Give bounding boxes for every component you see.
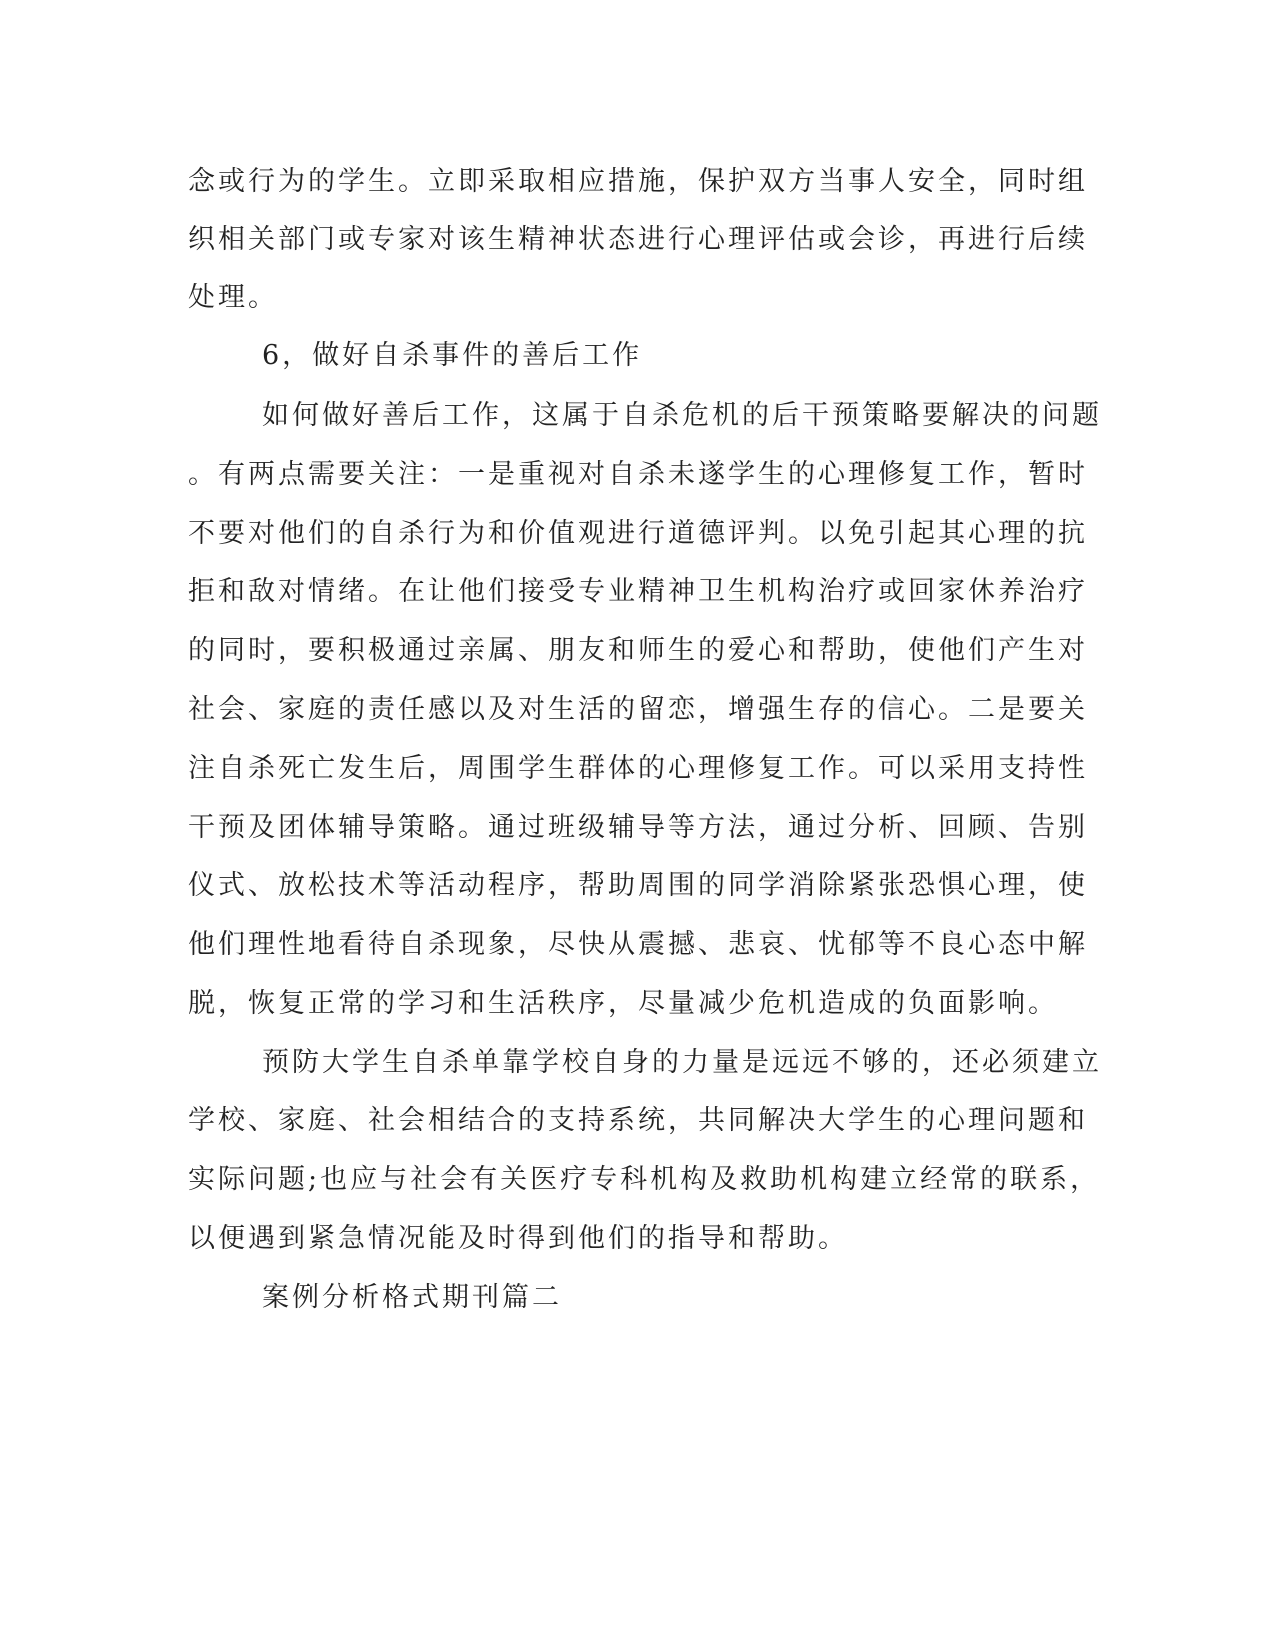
text-line: 仪式、放松技术等活动程序，帮助周围的同学消除紧张恐惧心理，使 [188,870,1088,901]
text-line: 不要对他们的自杀行为和价值观进行道德评判。以免引起其心理的抗 [188,518,1088,549]
text-line: 如何做好善后工作，这属于自杀危机的后干预策略要解决的问题 [262,400,1102,431]
text-line: 拒和敌对情绪。在让他们接受专业精神卫生机构治疗或回家休养治疗 [188,576,1088,607]
text-line: 脱，恢复正常的学习和生活秩序，尽量减少危机造成的负面影响。 [188,988,1058,1019]
section-heading: 6，做好自杀事件的善后工作 [262,340,643,371]
text-line: 注自杀死亡发生后，周围学生群体的心理修复工作。可以采用支持性 [188,753,1088,784]
text-line: 处理。 [188,282,278,313]
text-line: 干预及团体辅导策略。通过班级辅导等方法，通过分析、回顾、告别 [188,812,1088,843]
text-line: 实际问题;也应与社会有关医疗专科机构及救助机构建立经常的联系， [188,1164,1101,1195]
text-line: 他们理性地看待自杀现象，尽快从震撼、悲哀、忧郁等不良心态中解 [188,929,1088,960]
text-line: 以便遇到紧急情况能及时得到他们的指导和帮助。 [188,1223,848,1254]
text-line: 。有两点需要关注：一是重视对自杀未遂学生的心理修复工作，暂时 [188,459,1088,490]
text-line: 预防大学生自杀单靠学校自身的力量是远远不够的，还必须建立 [262,1047,1102,1078]
text-line: 的同时，要积极通过亲属、朋友和师生的爱心和帮助，使他们产生对 [188,635,1088,666]
text-line: 念或行为的学生。立即采取相应措施，保护双方当事人安全，同时组 [188,166,1088,197]
section-heading: 案例分析格式期刊篇二 [262,1282,562,1313]
text-line: 社会、家庭的责任感以及对生活的留恋，增强生存的信心。二是要关 [188,694,1088,725]
text-line: 学校、家庭、社会相结合的支持系统，共同解决大学生的心理问题和 [188,1105,1088,1136]
text-line: 织相关部门或专家对该生精神状态进行心理评估或会诊，再进行后续 [188,224,1088,255]
